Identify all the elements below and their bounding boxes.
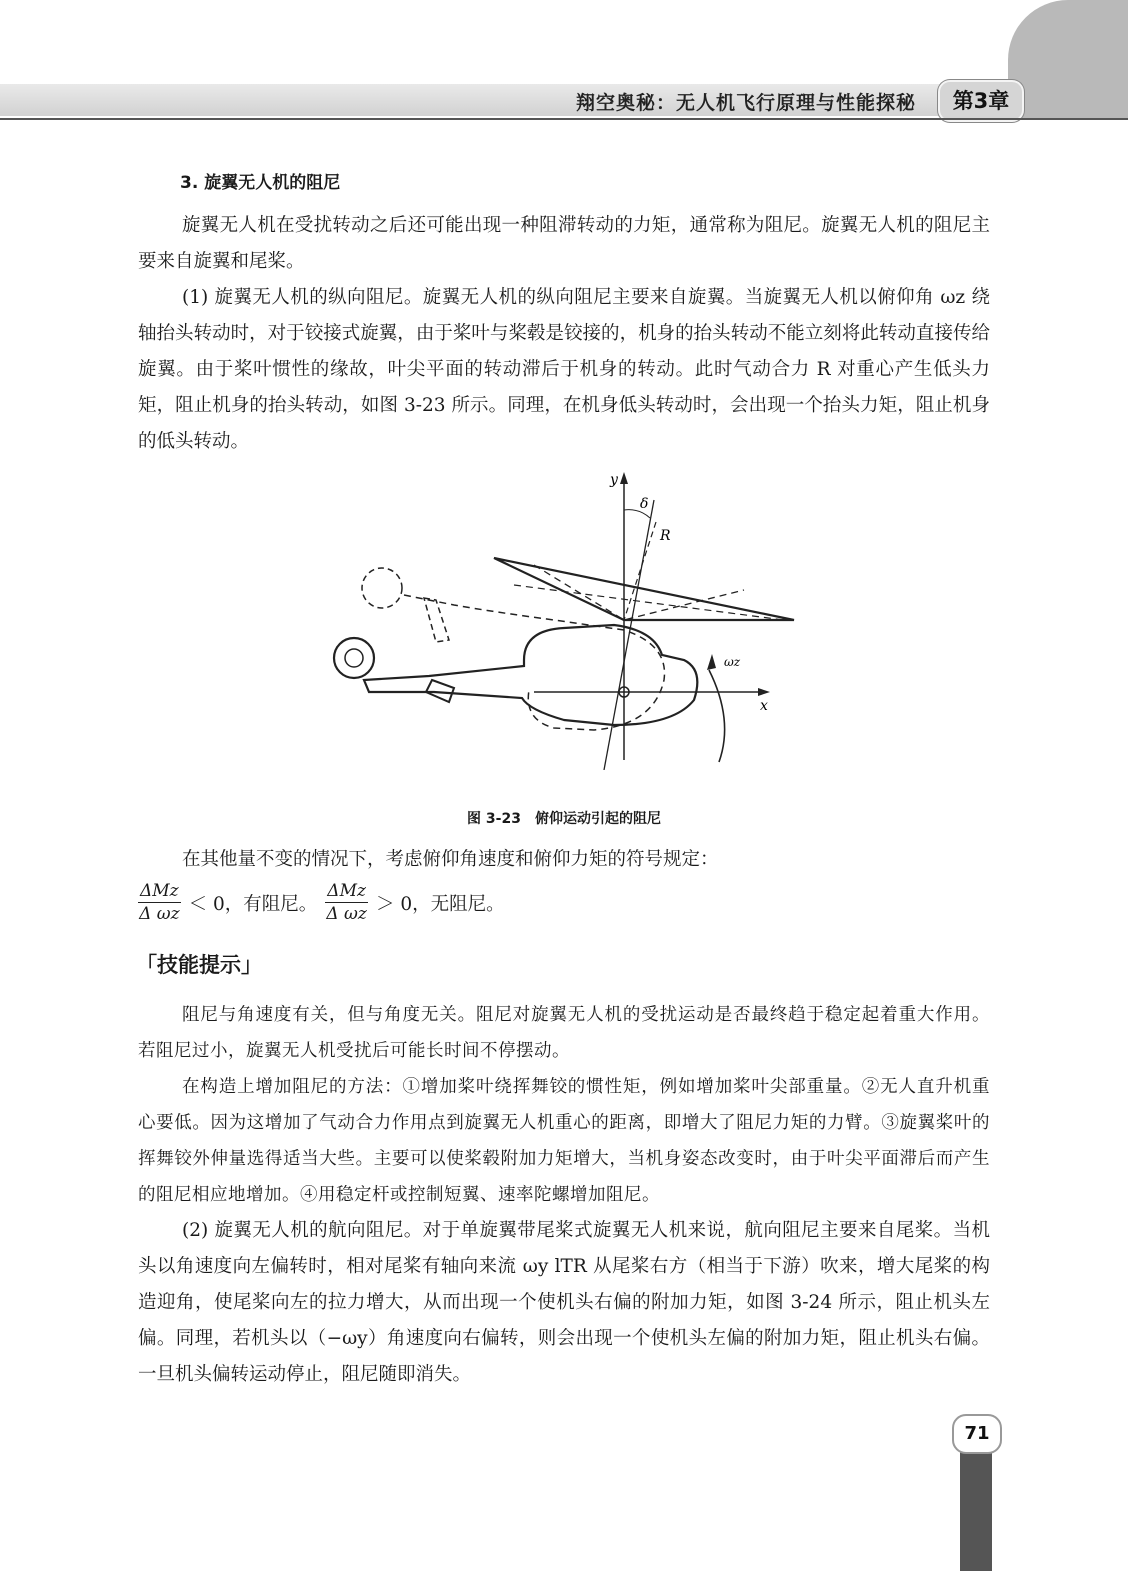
chapter-badge: 第3章 [938,80,1024,122]
section-heading: 3. 旋翼无人机的阻尼 [180,173,341,193]
skill-tip-paragraph-2: 在构造上增加阻尼的方法：①增加桨叶绕挥舞铰的惯性矩，例如增加桨叶尖部重量。②无人直升机重心要低。因为这增加了气动合力作用点到旋翼无人机重心的距离，即增大了阻尼力矩的力臂。③旋翼桨叶的挥舞铰外伸量选得适当大些。主要可以使桨毂附加力矩增大，当机身姿态改变时，由于叶尖平面滞后而产生的阻尼相应地增加。④用稳定杆或控制短翼、速率陀螺增加阻尼。 [138,1077,990,1205]
fraction-1-denominator: Δ ωz [139,904,180,924]
running-header-title: 翔空奥秘：无人机飞行原理与性能探秘 [575,92,916,114]
skill-tip-paragraph-1: 阻尼与角速度有关，但与角度无关。阻尼对旋翼无人机的受扰运动是否最终趋于稳定起着重大作用。若阻尼过小，旋翼无人机受扰后可能长时间不停摆动。 [138,1005,990,1061]
label-y: y [610,472,618,488]
label-x: x [760,698,768,714]
label-r: R [660,528,671,544]
fraction-2-numerator: ΔMz [327,881,366,901]
damping-condition-formula [138,880,990,925]
intro-paragraph: 旋翼无人机在受扰转动之后还可能出现一种阻滞转动的力矩，通常称为阻尼。旋翼无人机的阻尼主要来自旋翼和尾桨。 [138,215,990,272]
page-number: 71 [952,1414,1002,1454]
yaw-damping-paragraph: (2) 旋翼无人机的航向阻尼。对于单旋翼带尾桨式旋翼无人机来说，航向阻尼主要来自尾桨。当机头以角速度向左偏转时，相对尾桨有轴向来流 ωy lTR 从尾桨右方（相当于下游）吹来，增大尾桨的构造迎角，使尾桨向左的拉力增大，从而出现一个使机头右偏的附加力矩，如图 3-24 所示，阻止机头左偏。同理，若机头以（−ωy）角速度向右偏转，则会出现一个使机头左偏的附加力矩，阻止机头右偏。一旦机头偏转运动停止，阻尼随即消失。 [138,1220,990,1385]
figure-3-23 [138,470,990,800]
figure-caption: 图 3-23 俯仰运动引起的阻尼 [467,811,661,827]
condition-undamped: ＞ 0，无阻尼。 [375,893,505,915]
label-omega: ωz [724,655,741,669]
sign-rule-paragraph: 在其他量不变的情况下，考虑俯仰角速度和俯仰力矩的符号规定： [182,849,719,870]
fraction-2 [325,880,368,925]
longitudinal-damping-paragraph: (1) 旋翼无人机的纵向阻尼。旋翼无人机的纵向阻尼主要来自旋翼。当旋翼无人机以俯仰角 ωz 绕轴抬头转动时，对于铰接式旋翼，由于桨叶与桨毂是铰接的，机身的抬头转动不能立刻将此转动直接传给旋翼。由于桨叶惯性的缘故，叶尖平面的转动滞后于机身的转动。此时气动合力 R 对重心产生低头力矩，阻止机身的抬头转动，如图 3-23 所示。同理，在机身低头转动时，会出现一个抬头力矩，阻止机身的低头转动。 [138,287,990,452]
chapter-tab-corner [1008,0,1128,120]
fraction-1 [138,880,181,925]
helicopter-pitch-damping-diagram [324,470,804,770]
page-content [138,168,990,1393]
skill-tip-heading: 「技能提示」 [136,953,262,977]
label-delta: δ [640,496,649,512]
fraction-1-numerator: ΔMz [140,881,179,901]
fraction-2-denominator: Δ ωz [326,904,367,924]
condition-damped: ＜ 0，有阻尼。 [188,893,318,915]
header-rule [0,118,1128,120]
